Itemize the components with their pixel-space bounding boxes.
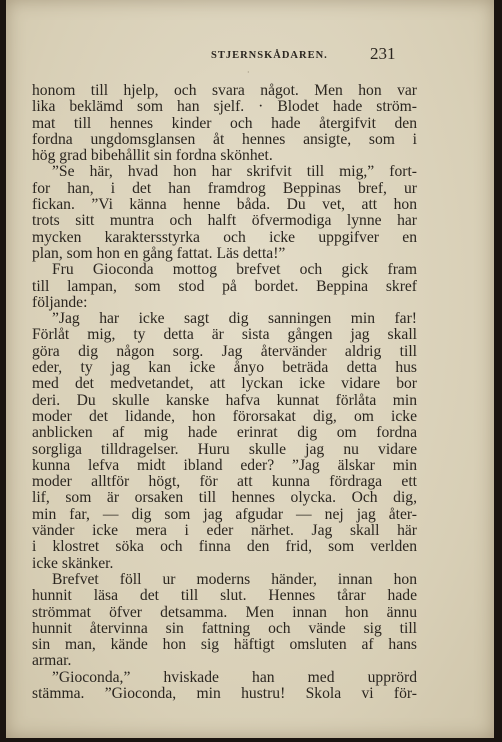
page-number: 231 bbox=[370, 44, 396, 63]
text-line: icke skänker. bbox=[32, 555, 114, 572]
text-line: lif, som är orsaken till hennes olycka. Och dig, bbox=[32, 490, 417, 507]
text-line: mycken karaktersstyrka och icke uppgifver en bbox=[32, 229, 417, 246]
text-line: Fru Gioconda mottog brefvet och gick fram bbox=[52, 262, 417, 279]
text-line: eder, ty jag kan icke ånyo beträda detta hus bbox=[32, 360, 417, 377]
text-line: trots sitt muntra och halft öfvermodiga lynne har bbox=[32, 213, 417, 230]
ornament-dot: · bbox=[247, 68, 250, 77]
text-line: i klostret söka och finna den frid, som verlden bbox=[32, 539, 417, 556]
text-line: deri. Du skulle kanske hafva kunnat förlåta min bbox=[32, 392, 417, 409]
text-line: göra dig någon sorg. Jag återvänder aldrig till bbox=[32, 343, 417, 360]
text-line: armar. bbox=[32, 653, 72, 670]
text-line: sorgliga tilldragelser. Huru skulle jag nu vidare bbox=[32, 441, 417, 458]
text-line: ”Se här, hvad hon har skrifvit till mig,” fort- bbox=[52, 164, 417, 181]
text-line: strömmat öfver detsamma. Men innan hon ännu bbox=[32, 604, 417, 621]
body-text bbox=[32, 83, 417, 702]
running-head: STJERNSKÅDAREN. bbox=[211, 50, 328, 61]
text-line: plan, som hon en gång fattat. Läs detta!” bbox=[32, 245, 286, 262]
text-line: moder alltför högt, för att kunna fördraga ett bbox=[32, 474, 417, 491]
text-line: vänder icke mera i eder närhet. Jag skall här bbox=[32, 523, 417, 540]
text-line: for han, i det han framdrog Beppinas bref, ur bbox=[32, 180, 417, 197]
text-line: hunnit läsa det till slut. Hennes tårar hade bbox=[32, 588, 417, 605]
text-line: moder det lidande, hon förorsakat dig, om icke bbox=[32, 408, 417, 425]
text-line: lika beklämd som han sjelf. · Blodet hade ström- bbox=[32, 99, 417, 116]
text-line: ”Gioconda,” hviskade han med upprörd bbox=[52, 669, 417, 686]
book-page bbox=[6, 0, 494, 738]
text-line: stämma. ”Gioconda, min hustru! Skola vi för- bbox=[32, 685, 417, 702]
text-line: hög grad bibehållit sin fordna skönhet. bbox=[32, 148, 273, 165]
text-line: fickan. ”Vi känna henne båda. Du vet, att hon bbox=[32, 197, 417, 214]
text-line: sin man, kände hon sig häftigt omsluten af hans bbox=[32, 637, 417, 654]
text-line: mat till hennes kinder och hade återgifvit den bbox=[32, 115, 417, 132]
text-line: med det medvetandet, att lyckan icke vidare bor bbox=[32, 376, 417, 393]
text-line: kunna lefva midt ibland eder? ”Jag älskar min bbox=[32, 457, 417, 474]
page-header bbox=[6, 44, 494, 77]
text-line: följande: bbox=[32, 294, 88, 311]
text-line: honom till hjelp, och svara något. Men hon var bbox=[32, 83, 417, 99]
text-line: ”Jag har icke sagt dig sanningen min far! bbox=[52, 311, 417, 328]
text-line: fordna ungdomsglansen åt hennes ansigte, som i bbox=[32, 131, 417, 148]
text-line: till lampan, som stod på bordet. Beppina skref bbox=[32, 278, 417, 295]
text-line: hunnit återvinna sin fattning och vände sig till bbox=[32, 620, 417, 637]
text-line: Brefvet föll ur moderns händer, innan hon bbox=[52, 571, 417, 588]
text-line: anblicken af mig hade erinrat dig om fordna bbox=[32, 425, 417, 442]
text-line: min far, — dig som jag afgudar — nej jag åter- bbox=[32, 506, 417, 523]
text-line: Förlåt mig, ty detta är sista gången jag skall bbox=[32, 327, 417, 344]
